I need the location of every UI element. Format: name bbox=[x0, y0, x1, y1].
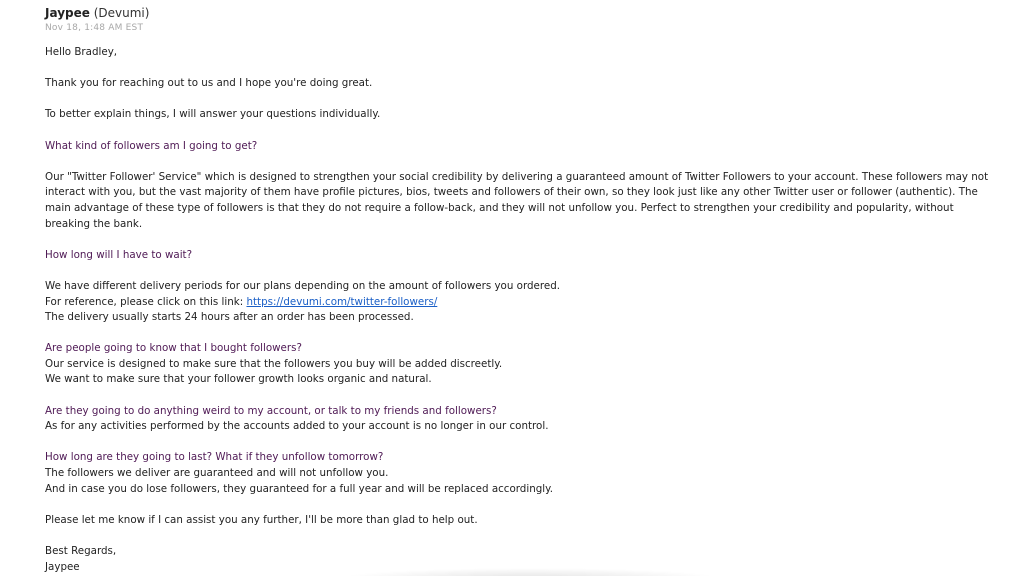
reference-text: For reference, please click on this link: bbox=[45, 295, 247, 308]
question-people-know: Are people going to know that I bought followers? bbox=[45, 342, 302, 355]
answer-how-long-last-line-2: And in case you do lose followers, they guaranteed for a full year and will be replaced accordingly. bbox=[45, 482, 554, 495]
answer-followers-type: Our "Twitter Follower' Service" which is designed to strengthen your social credibility by delivering a guaranteed amount of Twitter Followers to your account. These followers may not interact with you, but the vast majority of them have profile pictures, bios, tweets and followers of their own, so they look just like any other Twitter user or follower (authentic). The main advantage of these type of followers is that they do not require a follow-back, and they will not unfollow you. Perfect to strengthen your credibility and popularity, without breaking the bank. bbox=[45, 170, 989, 230]
answer-wait-time-line-3: The delivery usually starts 24 hours after an order has been processed. bbox=[45, 311, 414, 324]
answer-how-long-last-line-1: The followers we deliver are guaranteed and will not unfollow you. bbox=[45, 467, 389, 480]
answer-people-know-line-2: We want to make sure that your follower growth looks organic and natural. bbox=[45, 373, 432, 386]
answer-wait-time-line-1: We have different delivery periods for our plans depending on the amount of followers you ordered. bbox=[45, 279, 561, 292]
message-body bbox=[45, 45, 1005, 575]
answer-weird-activity: As for any activities performed by the accounts added to your account is no longer in our control. bbox=[45, 420, 549, 433]
intro-line-2: To better explain things, I will answer your questions individually. bbox=[45, 108, 381, 121]
answer-people-know-line-1: Our service is designed to make sure that the followers you buy will be added discreetly. bbox=[45, 357, 503, 370]
question-followers-type: What kind of followers am I going to get? bbox=[45, 139, 258, 152]
signoff: Best Regards, bbox=[45, 545, 117, 557]
devumi-twitter-followers-link[interactable]: https://devumi.com/twitter-followers/ bbox=[246, 295, 438, 308]
sender-name[interactable]: Jaypee bbox=[45, 6, 90, 20]
message-timestamp: Nov 18, 1:48 AM EST bbox=[45, 23, 144, 33]
sender-organization: (Devumi) bbox=[93, 6, 150, 20]
closing-line: Please let me know if I can assist you any further, I'll be more than glad to help out. bbox=[45, 513, 478, 526]
answer-wait-time-line-2 bbox=[45, 295, 1005, 311]
intro-line-1: Thank you for reaching out to us and I hope you're doing great. bbox=[45, 77, 373, 90]
sender-header bbox=[45, 6, 1005, 21]
question-weird-activity: Are they going to do anything weird to my account, or talk to my friends and followers? bbox=[45, 404, 497, 417]
question-wait-time: How long will I have to wait? bbox=[45, 248, 193, 261]
greeting: Hello Bradley, bbox=[45, 46, 118, 58]
signature: Jaypee bbox=[45, 560, 80, 573]
email-message bbox=[45, 6, 1005, 575]
question-how-long-last: How long are they going to last? What if they unfollow tomorrow? bbox=[45, 451, 384, 464]
